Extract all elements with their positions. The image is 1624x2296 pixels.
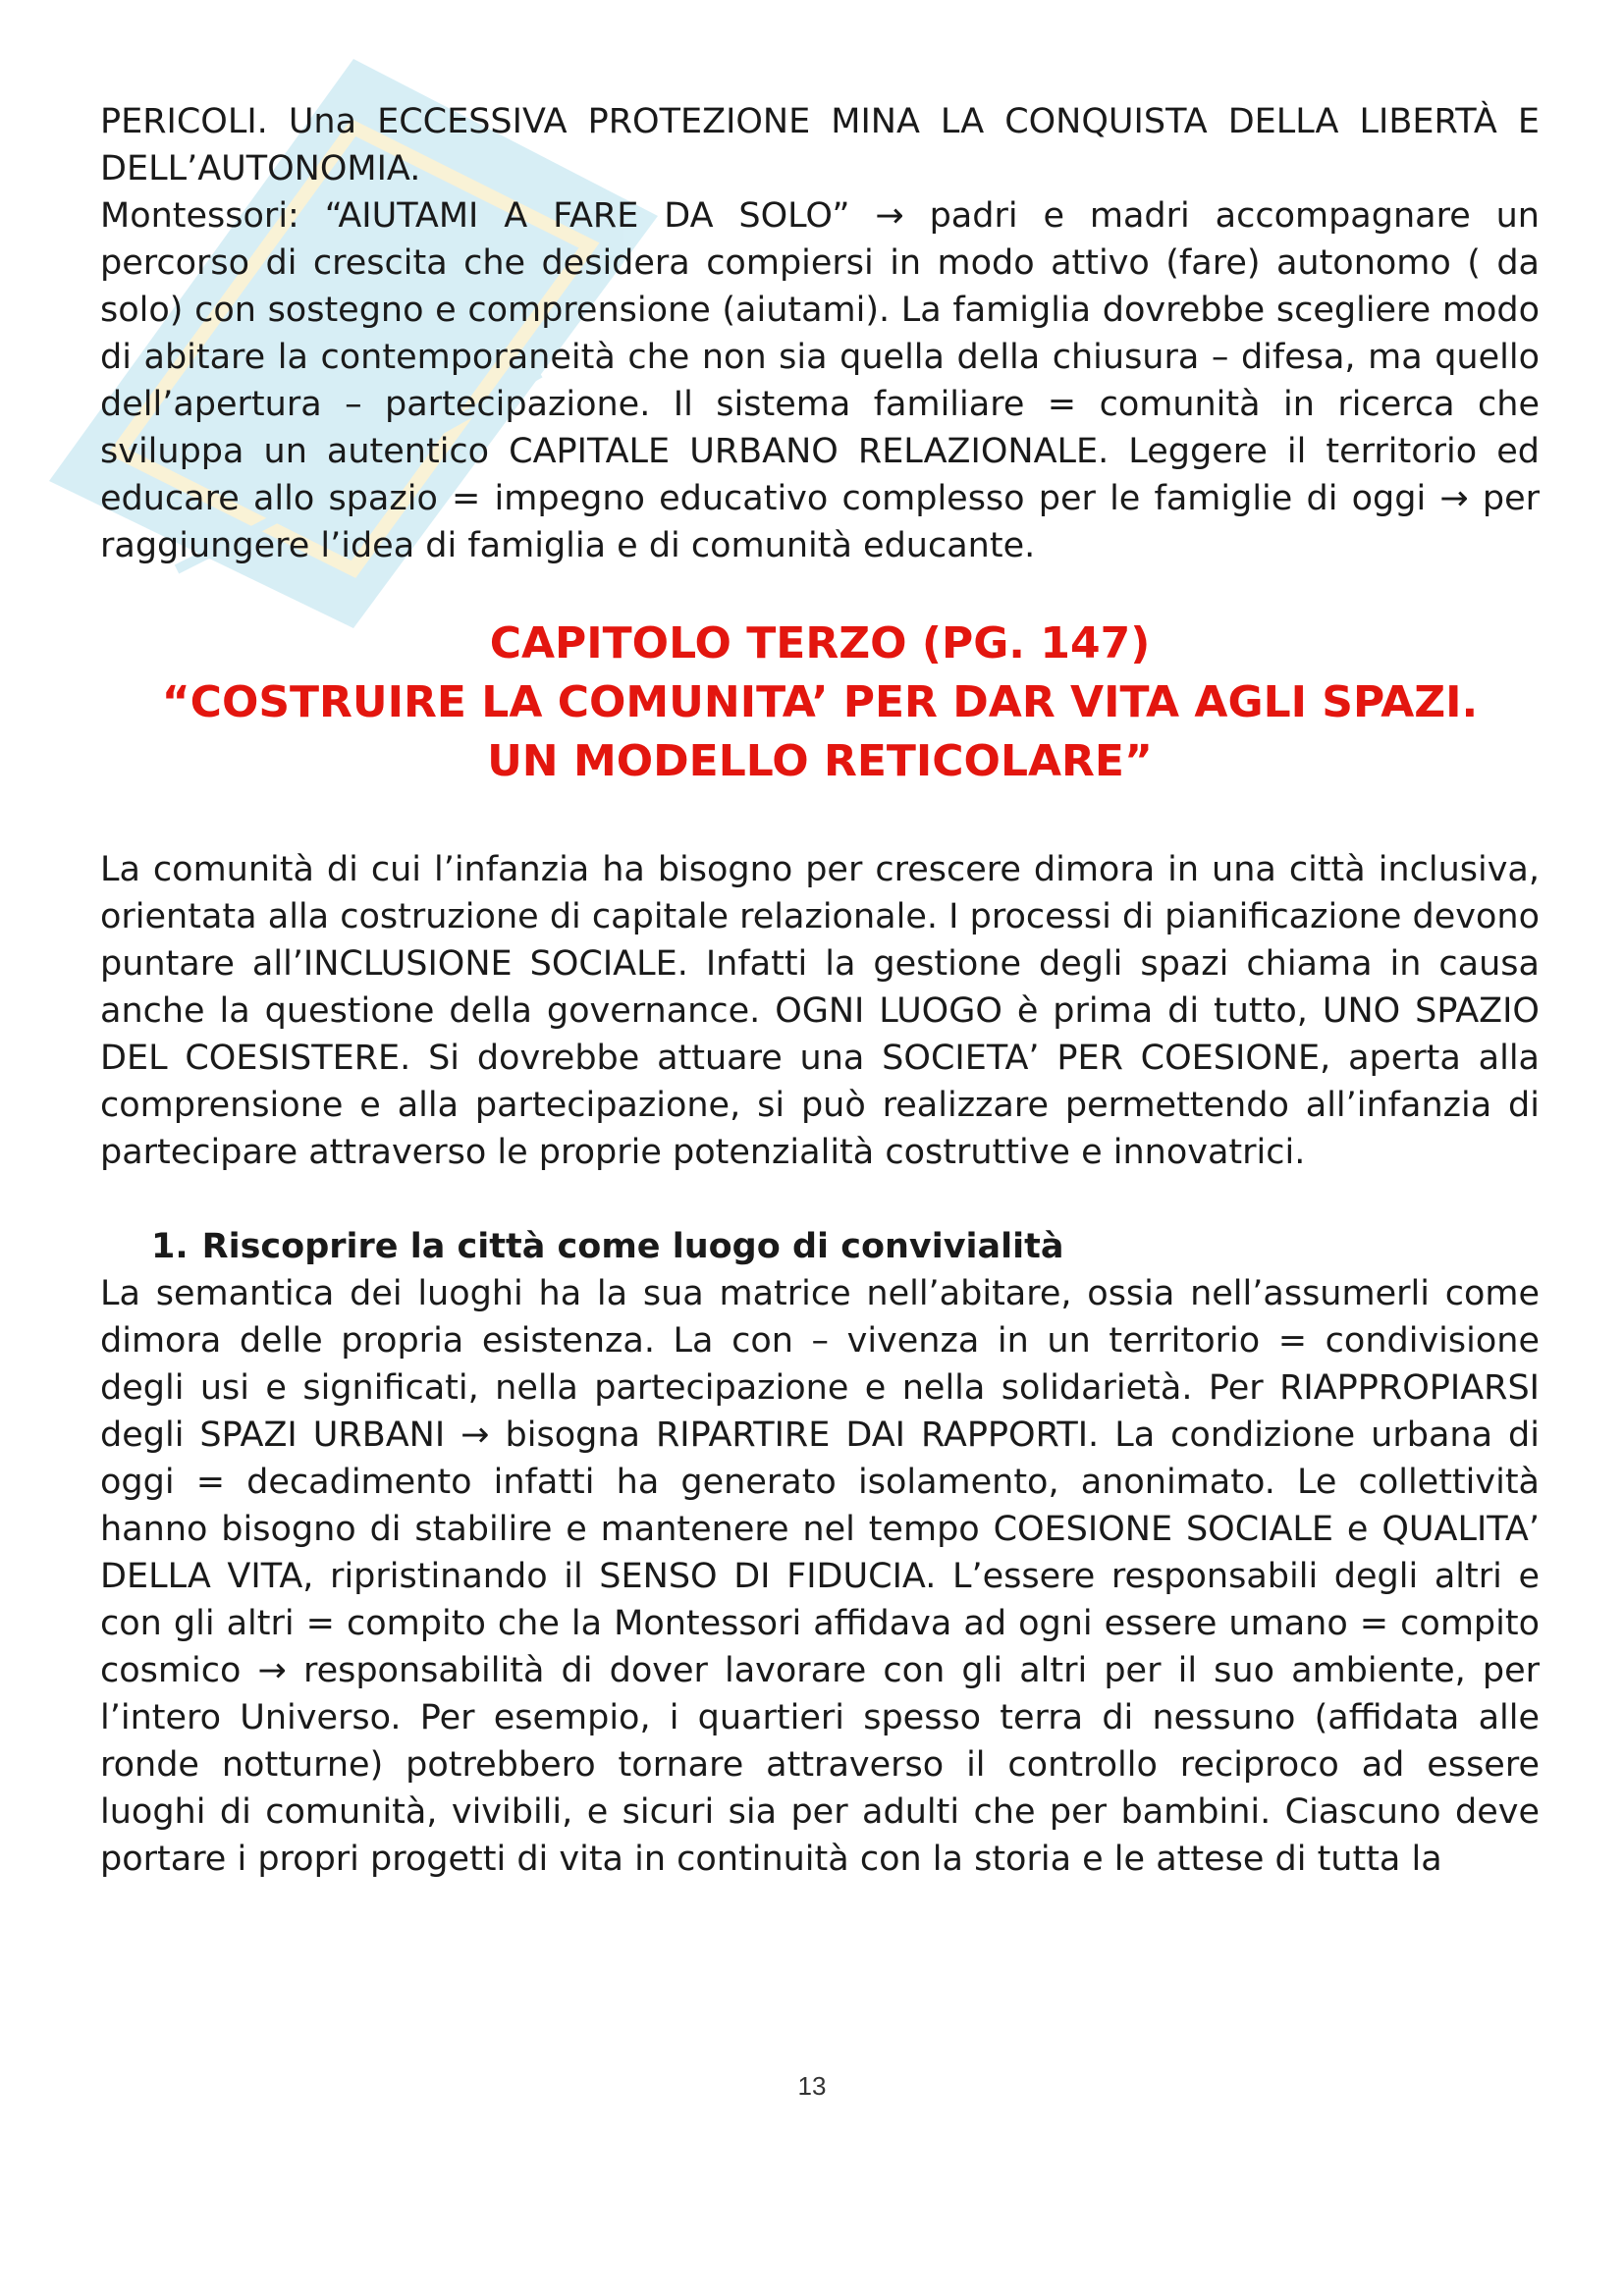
chapter-heading-line-3: UN MODELLO RETICOLARE” [487, 736, 1153, 786]
chapter-heading [100, 614, 1540, 791]
section-title: Riscoprire la città come luogo di convivialità [201, 1227, 1064, 1266]
chapter-heading-line-2: “COSTRUIRE LA COMUNITA’ PER DAR VITA AGLI SPAZI. [161, 677, 1479, 727]
section-heading [100, 1223, 1540, 1270]
paragraph-montessori: Montessori: “AIUTAMI A FARE DA SOLO” → padri e madri accompagnare un percorso di crescita che desidera compiersi in modo attivo (fare) autonomo ( da solo) con sostegno e comprensione (aiutami). La famiglia dovrebbe scegliere modo di abitare la contemporaneità che non sia quella della chiusura – difesa, ma quello dell’apertura – partecipazione. Il sistema familiare = comunità in ricerca che sviluppa un autentico CAPITALE URBANO RELAZIONALE. Leggere il territorio ed educare allo spazio = impegno educativo complesso per le famiglie di oggi → per raggiungere l’idea di famiglia e di comunità educante. [100, 196, 1540, 565]
section-paragraph: La semantica dei luoghi ha la sua matrice nell’abitare, ossia nell’assumerli come dimora delle propria esistenza. La con – vivenza in un territorio = condivisione degli usi e significati, nella partecipazione e nella solidarietà. Per RIAPPROPIARSI degli SPAZI URBANI → bisogna RIPARTIRE DAI RAPPORTI. La condizione urbana di oggi = decadimento infatti ha generato isolamento, anonimato. Le collettività hanno bisogno di stabilire e mantenere nel tempo COESIONE SOCIALE e QUALITA’ DELLA VITA, ripristinando il SENSO DI FIDUCIA. L’essere responsabili degli altri e con gli altri = compito che la Montessori affidava ad ogni essere umano = compito cosmico → responsabilità di dover lavorare con gli altri per il suo ambiente, per l’intero Universo. Per esempio, i quartieri spesso terra di nessuno (affidata alle ronde notturne) potrebbero tornare attraverso il controllo reciproco ad essere luoghi di comunità, vivibili, e sicuri sia per adulti che per bambini. Ciascuno deve portare i propri progetti di vita in continuità con la storia e le attese di tutta la [100, 1274, 1540, 1879]
chapter-heading-line-1: CAPITOLO TERZO (PG. 147) [489, 618, 1151, 668]
paragraph-pericoli: PERICOLI. Una ECCESSIVA PROTEZIONE MINA LA CONQUISTA DELLA LIBERTÀ E DELL’AUTONOMIA. [100, 102, 1540, 188]
page-number: 13 [797, 2071, 827, 2101]
page-content [100, 98, 1540, 1883]
paragraph-comunita: La comunità di cui l’infanzia ha bisogno per crescere dimora in una città inclusiva, orientata alla costruzione di capitale relazionale. I processi di pianificazione devono puntare all’INCLUSIONE SOCIALE. Infatti la gestione degli spazi chiama in causa anche la questione della governance. OGNI LUOGO è prima di tutto, UNO SPAZIO DEL COESISTERE. Si dovrebbe attuare una SOCIETA’ PER COESIONE, aperta alla comprensione e alla partecipazione, si può realizzare permettendo all’infanzia di partecipare attraverso le proprie potenzialità costruttive e innovatrici. [100, 850, 1540, 1172]
section-number: 1. [151, 1227, 189, 1266]
